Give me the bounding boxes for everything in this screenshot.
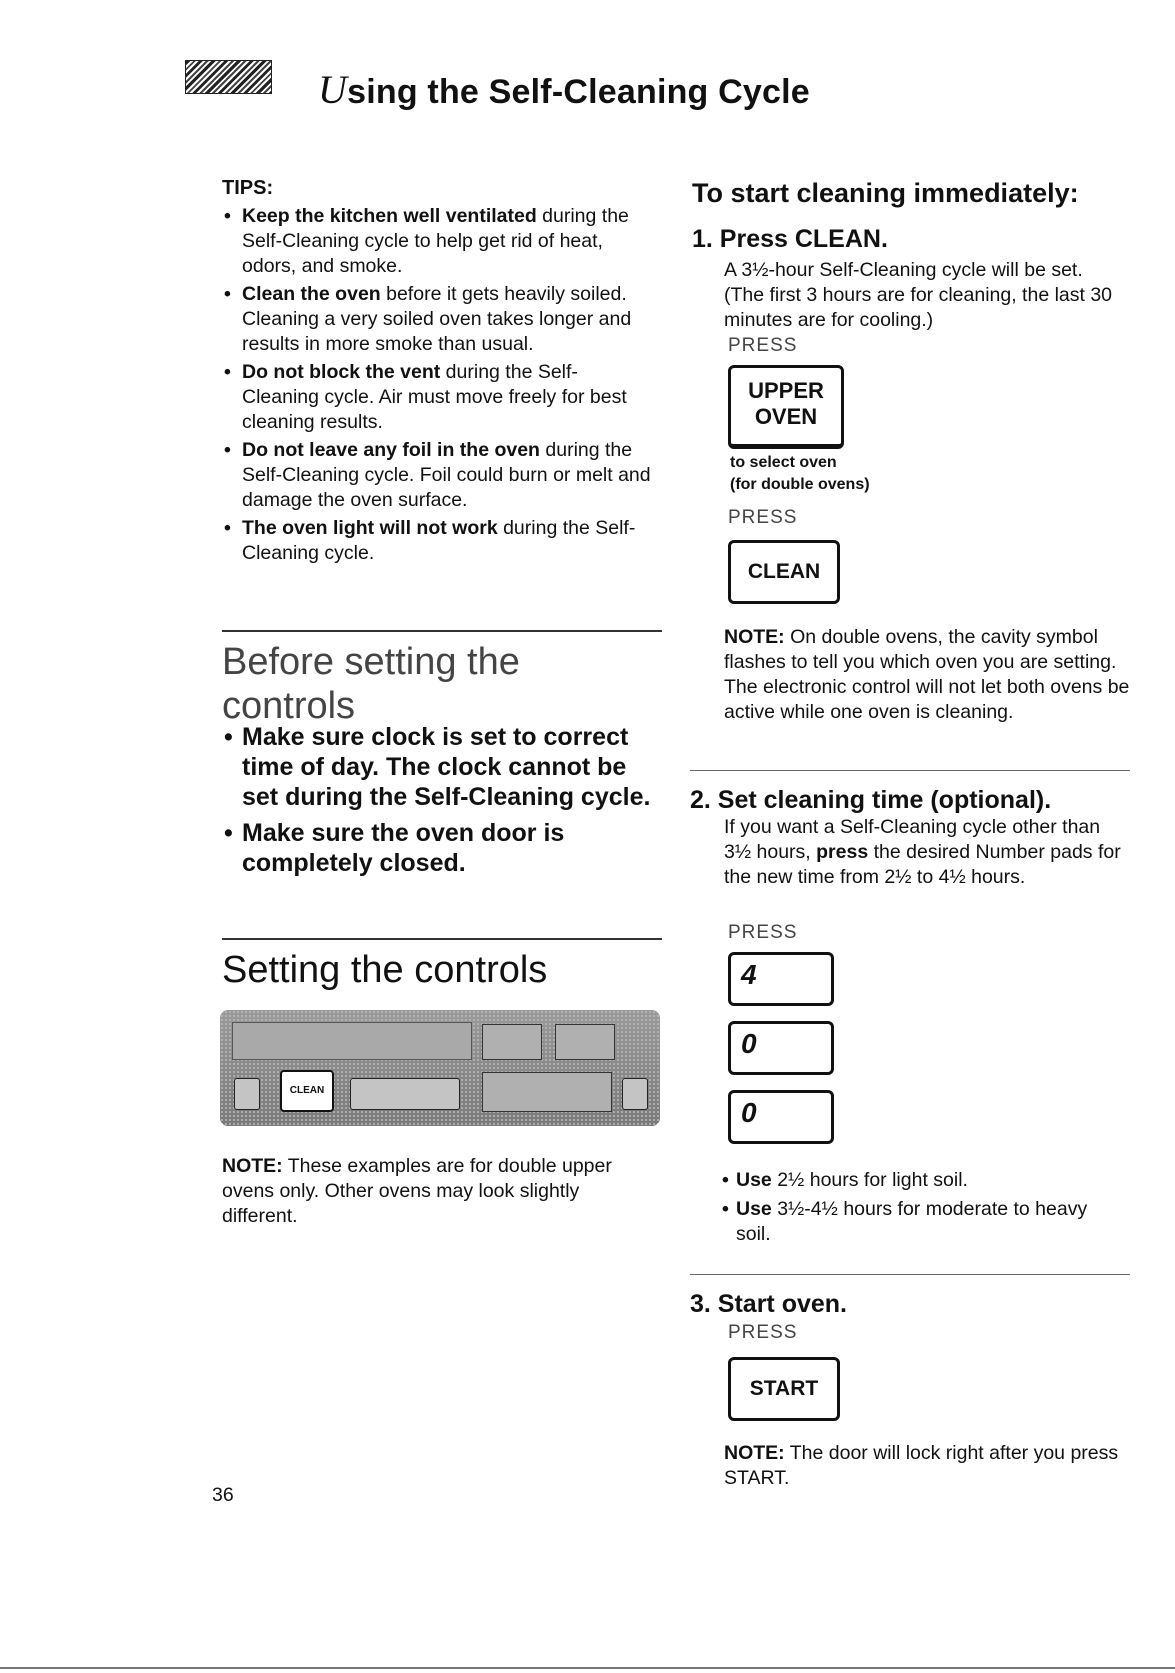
tips-list: [222, 204, 652, 569]
step-2-text: If you want a Self-Cleaning cycle other than 3½ hours, press the desired Number pads for the new time from 2½ to 4½ hours.: [724, 816, 1121, 888]
list-item: • Use 3½-4½ hours for moderate to heavy soil.: [722, 1197, 1122, 1247]
list-item: • Do not leave any foil in the oven during the Self-Cleaning cycle. Foil could burn or melt and damage the oven surface.: [222, 438, 652, 513]
list-item: • Use 2½ hours for light soil.: [722, 1168, 1122, 1193]
step-2-title: 2. Set cleaning time (optional).: [690, 786, 1052, 814]
step-3-title: 3. Start oven.: [690, 1290, 847, 1318]
panel-clean-key: CLEAN: [280, 1070, 334, 1112]
step-1-title: 1. Press CLEAN.: [692, 225, 888, 253]
press-label: PRESS: [728, 1322, 798, 1343]
brand-logo-icon: [185, 60, 272, 94]
divider: [222, 938, 662, 940]
divider: [222, 630, 662, 632]
panel-key: [622, 1078, 648, 1110]
divider: [690, 1274, 1130, 1275]
press-label: PRESS: [728, 922, 798, 943]
panel-keypad: [482, 1072, 612, 1112]
panel-note: NOTE: These examples are for double upper ovens only. Other ovens may look slightly different.: [222, 1155, 612, 1227]
double-oven-note: NOTE: On double ovens, the cavity symbol flashes to tell you which oven you are setting. The electronic control will not let both ovens be active while one oven is cleaning.: [724, 626, 1130, 723]
panel-key: [350, 1078, 460, 1110]
list-item: • Do not block the vent during the Self-Cleaning cycle. Air must move freely for best cleaning results.: [222, 360, 652, 435]
panel-keypad: [482, 1024, 542, 1060]
control-panel-image: [220, 1010, 660, 1126]
list-item: • Make sure the oven door is completely closed.: [222, 818, 652, 878]
door-lock-note: NOTE: The door will lock right after you press START.: [724, 1442, 1119, 1489]
upper-oven-key: UPPER OVEN: [728, 365, 844, 449]
page-number: 36: [212, 1484, 234, 1506]
panel-display: [232, 1022, 472, 1060]
clean-key: CLEAN: [728, 540, 840, 604]
number-key-4: 4: [728, 952, 834, 1006]
list-item: • The oven light will not work during the Self-Cleaning cycle.: [222, 516, 652, 566]
upper-oven-caption: to select oven (for double ovens): [730, 454, 870, 493]
soil-guidance-list: [722, 1168, 1122, 1251]
setting-heading: Setting the controls: [222, 949, 548, 991]
panel-key: [234, 1078, 260, 1110]
page-bottom-edge: [0, 1667, 1175, 1669]
list-item: • Make sure clock is set to correct time of day. The clock cannot be set during the Self-Cleaning cycle.: [222, 722, 652, 812]
press-label: PRESS: [728, 335, 798, 356]
panel-keypad: [555, 1024, 615, 1060]
number-key-0: 0: [728, 1021, 834, 1075]
page-title: Using the Self-Cleaning Cycle: [318, 67, 810, 112]
list-item: • Clean the oven before it gets heavily soiled. Cleaning a very soiled oven takes longer and results in more smoke than usual.: [222, 282, 652, 357]
tips-title: TIPS:: [222, 177, 274, 199]
start-key: START: [728, 1357, 840, 1421]
step-1-text: A 3½-hour Self-Cleaning cycle will be set. (The first 3 hours are for cleaning, the last 30 minutes are for cooling.): [724, 259, 1113, 331]
before-heading: Before setting the controls: [222, 641, 520, 727]
list-item: • Keep the kitchen well ventilated during the Self-Cleaning cycle to help get rid of heat, odors, and smoke.: [222, 204, 652, 279]
divider: [690, 770, 1130, 771]
start-cleaning-heading: To start cleaning immediately:: [692, 178, 1079, 208]
before-list: [222, 722, 652, 884]
press-label: PRESS: [728, 507, 798, 528]
number-key-0: 0: [728, 1090, 834, 1144]
